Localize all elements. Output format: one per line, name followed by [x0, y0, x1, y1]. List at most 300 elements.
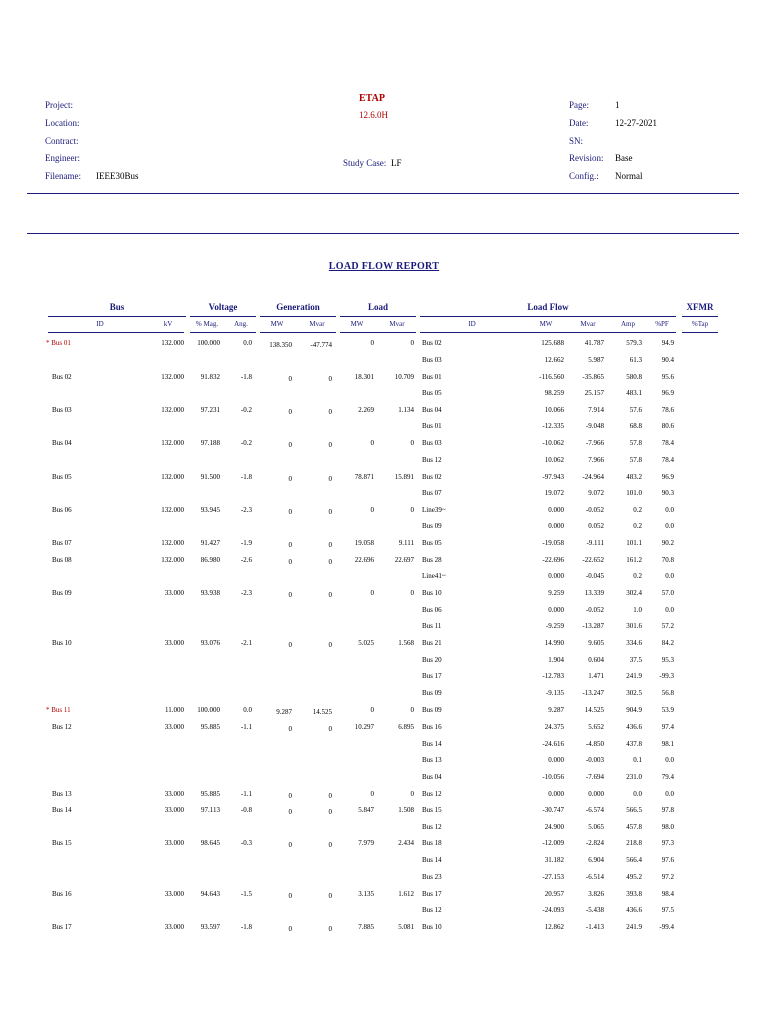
- flow-mvar-cell: -24.964: [582, 473, 604, 481]
- load-mw-cell: 7.979: [358, 839, 374, 847]
- ang-cell: -1.1: [240, 790, 252, 798]
- flow-mvar-cell: 9.072: [588, 489, 604, 497]
- load-mvar-cell: 1.508: [398, 806, 414, 814]
- amp-cell: 1.0: [633, 606, 642, 614]
- kv-cell: 132.000: [161, 439, 184, 447]
- load-mw-cell: 7.885: [358, 923, 374, 931]
- col-mag: % Mag.: [195, 320, 219, 328]
- gen-mvar-cell: 0: [328, 925, 332, 933]
- swing-bus-marker-icon: *: [46, 706, 52, 714]
- load-mvar-cell: 1.612: [398, 890, 414, 898]
- bus-id-cell: Bus 05: [52, 473, 72, 481]
- flow-mvar-cell: -0.052: [585, 606, 604, 614]
- ang-cell: 0.0: [243, 706, 252, 714]
- to-bus-cell: Bus 06: [422, 606, 442, 614]
- study-case-label: Study Case:: [343, 158, 387, 168]
- pf-cell: 96.9: [661, 473, 674, 481]
- to-bus-cell: Bus 04: [422, 773, 442, 781]
- pf-cell: 95.6: [661, 373, 674, 381]
- pf-cell: 97.4: [661, 723, 674, 731]
- table-row: [0, 788, 768, 800]
- contract-label: Contract:: [45, 136, 79, 146]
- to-bus-cell: Bus 09: [422, 522, 442, 530]
- amp-cell: 0.2: [633, 572, 642, 580]
- to-bus-cell: Bus 02: [422, 339, 442, 347]
- flow-mw-cell: -97.943: [542, 473, 564, 481]
- load-mvar-cell: 15.891: [394, 473, 414, 481]
- table-row: [0, 420, 768, 432]
- gen-mvar-cell: 0: [328, 641, 332, 649]
- mag-cell: 95.885: [200, 723, 220, 731]
- load-mw-cell: 0: [370, 706, 374, 714]
- study-case-value: LF: [391, 158, 402, 168]
- mag-cell: 91.427: [200, 539, 220, 547]
- load-mvar-cell: 0: [410, 589, 414, 597]
- group-voltage-header: Voltage: [208, 302, 238, 312]
- pf-cell: 96.9: [661, 389, 674, 397]
- to-bus-cell: Bus 05: [422, 539, 442, 547]
- kv-cell: 33.000: [164, 639, 184, 647]
- gen-mw-cell: 0: [288, 725, 292, 733]
- to-bus-cell: Bus 10: [422, 589, 442, 597]
- load-mw-cell: 3.135: [358, 890, 374, 898]
- mag-cell: 93.938: [200, 589, 220, 597]
- mag-cell: 94.643: [200, 890, 220, 898]
- mag-cell: 98.645: [200, 839, 220, 847]
- gen-mw-cell: 0: [288, 375, 292, 383]
- table-row: [0, 637, 768, 649]
- amp-cell: 218.8: [626, 839, 642, 847]
- mag-cell: 95.885: [200, 790, 220, 798]
- pf-cell: 0.0: [665, 756, 674, 764]
- gen-mvar-cell: 0: [328, 725, 332, 733]
- ang-cell: -1.5: [240, 890, 252, 898]
- pf-cell: 80.6: [661, 422, 674, 430]
- to-bus-cell: Bus 17: [422, 672, 442, 680]
- flow-mw-cell: -10.062: [542, 439, 564, 447]
- flow-mw-cell: -9.259: [545, 622, 564, 630]
- flow-mvar-cell: 5.987: [588, 356, 604, 364]
- flow-mw-cell: -22.696: [542, 556, 564, 564]
- gen-mvar-cell: 0: [328, 892, 332, 900]
- amp-cell: 495.2: [626, 873, 642, 881]
- table-row: [0, 520, 768, 532]
- to-bus-cell: Bus 12: [422, 790, 442, 798]
- flow-mvar-cell: -4.850: [585, 740, 604, 748]
- mag-cell: 97.188: [200, 439, 220, 447]
- pf-cell: 97.5: [661, 906, 674, 914]
- flow-mw-cell: -116.560: [539, 373, 564, 381]
- kv-cell: 33.000: [164, 890, 184, 898]
- swing-bus-id: Bus 11: [51, 706, 71, 714]
- mag-cell: 91.500: [200, 473, 220, 481]
- gen-mw-cell: 0: [288, 475, 292, 483]
- gen-mw-cell: 0: [288, 892, 292, 900]
- flow-mvar-cell: -9.111: [586, 539, 604, 547]
- flow-mvar-cell: 41.787: [584, 339, 604, 347]
- bus-id-cell: Bus 14: [52, 806, 72, 814]
- to-bus-cell: Bus 09: [422, 706, 442, 714]
- table-row: [0, 337, 768, 349]
- flow-mvar-cell: -6.514: [585, 873, 604, 881]
- gen-mvar-cell: 0: [328, 408, 332, 416]
- to-bus-cell: Bus 02: [422, 473, 442, 481]
- to-bus-cell: Bus 18: [422, 839, 442, 847]
- config-label: Config.:: [569, 171, 599, 181]
- flow-mw-cell: -12.335: [542, 422, 564, 430]
- gen-mvar-cell: 0: [328, 541, 332, 549]
- flow-mw-cell: 0.000: [548, 506, 564, 514]
- table-row: [0, 837, 768, 849]
- amp-cell: 580.8: [626, 373, 642, 381]
- amp-cell: 231.0: [626, 773, 642, 781]
- amp-cell: 334.6: [626, 639, 642, 647]
- pf-cell: 98.4: [661, 890, 674, 898]
- amp-cell: 579.3: [626, 339, 642, 347]
- kv-cell: 132.000: [161, 473, 184, 481]
- pf-cell: 90.3: [661, 489, 674, 497]
- kv-cell: 132.000: [161, 406, 184, 414]
- flow-mvar-cell: 25.157: [584, 389, 604, 397]
- pf-cell: 0.0: [665, 790, 674, 798]
- group-generation-header: Generation: [276, 302, 320, 312]
- bus-id-cell: [46, 337, 136, 349]
- table-row: [0, 654, 768, 666]
- flow-mvar-cell: -22.652: [582, 556, 604, 564]
- table-row: [0, 670, 768, 682]
- bus-id-cell: Bus 15: [52, 839, 72, 847]
- flow-mvar-cell: -0.045: [585, 572, 604, 580]
- amp-cell: 68.8: [629, 422, 642, 430]
- load-mw-cell: 0: [370, 790, 374, 798]
- amp-cell: 437.8: [626, 740, 642, 748]
- amp-cell: 457.8: [626, 823, 642, 831]
- ang-cell: -0.2: [240, 439, 252, 447]
- amp-cell: 101.0: [626, 489, 642, 497]
- pf-cell: 57.0: [661, 589, 674, 597]
- mag-cell: 93.076: [200, 639, 220, 647]
- flow-mvar-cell: 0.000: [588, 790, 604, 798]
- table-row: [0, 371, 768, 383]
- table-row: [0, 387, 768, 399]
- flow-mw-cell: 10.066: [544, 406, 564, 414]
- gen-mw-cell: 138.350: [269, 341, 292, 349]
- gen-mvar-cell: 0: [328, 558, 332, 566]
- bus-id-cell: Bus 10: [52, 639, 72, 647]
- gen-mw-cell: 0: [288, 841, 292, 849]
- load-mvar-cell: 0: [410, 506, 414, 514]
- load-mw-cell: 5.847: [358, 806, 374, 814]
- flow-mw-cell: -30.747: [542, 806, 564, 814]
- mag-cell: 97.113: [201, 806, 220, 814]
- ang-cell: -1.9: [240, 539, 252, 547]
- amp-cell: 57.8: [629, 439, 642, 447]
- ang-cell: -2.3: [240, 506, 252, 514]
- bus-id-cell: Bus 02: [52, 373, 72, 381]
- load-mvar-cell: 0: [410, 706, 414, 714]
- table-row: [0, 904, 768, 916]
- to-bus-cell: Line41~: [422, 572, 446, 580]
- table-row: [0, 554, 768, 566]
- amp-cell: 57.8: [629, 456, 642, 464]
- flow-mw-cell: -24.616: [542, 740, 564, 748]
- amp-cell: 566.4: [626, 856, 642, 864]
- load-mw-cell: 0: [370, 506, 374, 514]
- kv-cell: 33.000: [164, 790, 184, 798]
- pf-cell: 78.4: [661, 456, 674, 464]
- load-mvar-cell: 1.568: [398, 639, 414, 647]
- kv-cell: 33.000: [164, 806, 184, 814]
- ang-cell: -2.1: [240, 639, 252, 647]
- col-kv: kV: [163, 320, 173, 328]
- gen-mw-cell: 0: [288, 558, 292, 566]
- table-row: [0, 921, 768, 933]
- table-row: [0, 871, 768, 883]
- to-bus-cell: Bus 17: [422, 890, 442, 898]
- flow-mw-cell: 12.862: [544, 923, 564, 931]
- col-load-mw: MW: [350, 320, 364, 328]
- table-row: [0, 537, 768, 549]
- load-mvar-cell: 22.697: [394, 556, 414, 564]
- date-value: 12-27-2021: [615, 118, 657, 128]
- load-mvar-cell: 2.434: [398, 839, 414, 847]
- gen-mvar-cell: 0: [328, 375, 332, 383]
- group-bus-header: Bus: [109, 302, 125, 312]
- flow-mvar-cell: 6.904: [588, 856, 604, 864]
- group-xfmr-header: XFMR: [686, 302, 714, 312]
- to-bus-cell: Bus 10: [422, 923, 442, 931]
- pf-cell: 78.4: [661, 439, 674, 447]
- bus-id-cell: Bus 13: [52, 790, 72, 798]
- pf-cell: 95.3: [661, 656, 674, 664]
- bus-id-cell: Bus 09: [52, 589, 72, 597]
- bus-id-cell: Bus 08: [52, 556, 72, 564]
- flow-mvar-cell: 14.525: [584, 706, 604, 714]
- table-row: [0, 721, 768, 733]
- kv-cell: 33.000: [164, 839, 184, 847]
- amp-cell: 0.0: [633, 790, 642, 798]
- pf-cell: 0.0: [665, 522, 674, 530]
- flow-mw-cell: 24.375: [544, 723, 564, 731]
- to-bus-cell: Line39~: [422, 506, 446, 514]
- pf-cell: 57.2: [661, 622, 674, 630]
- pf-cell: 90.2: [661, 539, 674, 547]
- app-name: ETAP: [359, 93, 385, 104]
- project-label: Project:: [45, 100, 73, 110]
- flow-mw-cell: -12.783: [542, 672, 564, 680]
- sn-label: SN:: [569, 136, 584, 146]
- gen-mw-cell: 0: [288, 641, 292, 649]
- load-mw-cell: 78.871: [354, 473, 374, 481]
- table-row: [0, 604, 768, 616]
- load-mw-cell: 2.269: [358, 406, 374, 414]
- amp-cell: 161.2: [626, 556, 642, 564]
- gen-mvar-cell: 0: [328, 792, 332, 800]
- to-bus-cell: Bus 28: [422, 556, 442, 564]
- table-row: [0, 570, 768, 582]
- bus-id-cell: Bus 16: [52, 890, 72, 898]
- kv-cell: 11.000: [165, 706, 184, 714]
- gen-mw-cell: 0: [288, 508, 292, 516]
- pf-cell: 79.4: [661, 773, 674, 781]
- gen-mvar-cell: 0: [328, 808, 332, 816]
- mag-cell: 93.597: [200, 923, 220, 931]
- pf-cell: 53.9: [661, 706, 674, 714]
- ang-cell: -2.6: [240, 556, 252, 564]
- table-row: [0, 704, 768, 716]
- pf-cell: 0.0: [665, 572, 674, 580]
- gen-mvar-cell: 0: [328, 441, 332, 449]
- load-mvar-cell: 0: [410, 790, 414, 798]
- to-bus-cell: Bus 04: [422, 406, 442, 414]
- col-gen-mvar: Mvar: [309, 320, 325, 328]
- kv-cell: 33.000: [164, 723, 184, 731]
- flow-mvar-cell: 5.065: [588, 823, 604, 831]
- amp-cell: 904.9: [626, 706, 642, 714]
- gen-mw-cell: 9.287: [276, 708, 292, 716]
- ang-cell: -0.8: [240, 806, 252, 814]
- ang-cell: -0.3: [240, 839, 252, 847]
- table-row: [0, 821, 768, 833]
- flow-mvar-cell: 0.604: [588, 656, 604, 664]
- table-row: [0, 437, 768, 449]
- pf-cell: 56.8: [661, 689, 674, 697]
- load-mvar-cell: 0: [410, 439, 414, 447]
- table-row: [0, 854, 768, 866]
- table-row: [0, 888, 768, 900]
- to-bus-cell: Bus 12: [422, 823, 442, 831]
- load-mw-cell: 22.696: [354, 556, 374, 564]
- table-row: [0, 487, 768, 499]
- bus-id-cell: Bus 12: [52, 723, 72, 731]
- revision-value: Base: [615, 153, 633, 163]
- amp-cell: 301.6: [626, 622, 642, 630]
- pf-cell: 90.4: [661, 356, 674, 364]
- kv-cell: 132.000: [161, 556, 184, 564]
- flow-mw-cell: 12.662: [544, 356, 564, 364]
- amp-cell: 302.4: [626, 589, 642, 597]
- bus-id-cell: [46, 704, 136, 716]
- mag-cell: 86.980: [200, 556, 220, 564]
- flow-mw-cell: -9.135: [545, 689, 564, 697]
- col-gen-mw: MW: [270, 320, 284, 328]
- group-loadflow-header: Load Flow: [527, 302, 569, 312]
- amp-cell: 436.6: [626, 723, 642, 731]
- flow-mvar-cell: -13.247: [582, 689, 604, 697]
- pf-cell: 0.0: [665, 506, 674, 514]
- filename-label: Filename:: [45, 171, 81, 181]
- flow-mw-cell: -12.009: [542, 839, 564, 847]
- app-version: 12.6.0H: [359, 110, 388, 120]
- pf-cell: 97.8: [661, 806, 674, 814]
- table-row: [0, 687, 768, 699]
- to-bus-cell: Bus 20: [422, 656, 442, 664]
- amp-cell: 566.5: [626, 806, 642, 814]
- pf-cell: 97.6: [661, 856, 674, 864]
- load-mw-cell: 0: [370, 339, 374, 347]
- load-mw-cell: 5.025: [358, 639, 374, 647]
- table-row: [0, 454, 768, 466]
- flow-mw-cell: 10.062: [544, 456, 564, 464]
- gen-mvar-cell: 0: [328, 475, 332, 483]
- flow-mvar-cell: 13.339: [584, 589, 604, 597]
- load-mw-cell: 19.058: [354, 539, 374, 547]
- col-pf: %PF: [655, 320, 669, 328]
- amp-cell: 61.3: [629, 356, 642, 364]
- flow-mw-cell: 0.000: [548, 790, 564, 798]
- table-row: [0, 404, 768, 416]
- to-bus-cell: Bus 13: [422, 756, 442, 764]
- gen-mw-cell: 0: [288, 808, 292, 816]
- pf-cell: 97.3: [661, 839, 674, 847]
- kv-cell: 132.000: [161, 339, 184, 347]
- amp-cell: 483.2: [626, 473, 642, 481]
- table-row: [0, 804, 768, 816]
- filename-value: IEEE30Bus: [96, 171, 139, 181]
- flow-mvar-cell: -13.287: [582, 622, 604, 630]
- to-bus-cell: Bus 21: [422, 639, 442, 647]
- table-row: [0, 754, 768, 766]
- to-bus-cell: Bus 16: [422, 723, 442, 731]
- ang-cell: -1.8: [240, 373, 252, 381]
- ang-cell: -1.8: [240, 473, 252, 481]
- bus-id-cell: Bus 03: [52, 406, 72, 414]
- pf-cell: -99.3: [659, 672, 674, 680]
- flow-mvar-cell: 7.966: [588, 456, 604, 464]
- mag-cell: 100.000: [197, 339, 220, 347]
- flow-mvar-cell: -5.438: [585, 906, 604, 914]
- to-bus-cell: Bus 07: [422, 489, 442, 497]
- flow-mw-cell: 1.904: [548, 656, 564, 664]
- load-mvar-cell: 0: [410, 339, 414, 347]
- flow-mvar-cell: -0.003: [585, 756, 604, 764]
- flow-mw-cell: -27.153: [542, 873, 564, 881]
- ang-cell: -2.3: [240, 589, 252, 597]
- flow-mvar-cell: 3.826: [588, 890, 604, 898]
- gen-mvar-cell: 14.525: [312, 708, 332, 716]
- load-mvar-cell: 1.134: [398, 406, 414, 414]
- to-bus-cell: Bus 12: [422, 456, 442, 464]
- to-bus-cell: Bus 01: [422, 373, 442, 381]
- mag-cell: 93.945: [200, 506, 220, 514]
- group-load-header: Load: [367, 302, 388, 312]
- flow-mw-cell: 9.287: [548, 706, 564, 714]
- load-mvar-cell: 5.081: [398, 923, 414, 931]
- flow-mw-cell: 0.000: [548, 572, 564, 580]
- to-bus-cell: Bus 03: [422, 439, 442, 447]
- swing-bus-id: Bus 01: [51, 339, 71, 347]
- gen-mw-cell: 0: [288, 408, 292, 416]
- pf-cell: 70.8: [661, 556, 674, 564]
- flow-mvar-cell: -9.048: [585, 422, 604, 430]
- flow-mw-cell: 98.259: [544, 389, 564, 397]
- pf-cell: 0.0: [665, 606, 674, 614]
- ang-cell: -0.2: [240, 406, 252, 414]
- col-lf-mvar: Mvar: [580, 320, 596, 328]
- table-row: [0, 354, 768, 366]
- mag-cell: 100.000: [197, 706, 220, 714]
- to-bus-cell: Bus 05: [422, 389, 442, 397]
- flow-mvar-cell: 1.471: [588, 672, 604, 680]
- bus-id-cell: Bus 06: [52, 506, 72, 514]
- flow-mvar-cell: -6.574: [585, 806, 604, 814]
- flow-mvar-cell: 0.052: [588, 522, 604, 530]
- col-lf-mw: MW: [539, 320, 553, 328]
- gen-mw-cell: 0: [288, 792, 292, 800]
- amp-cell: 436.6: [626, 906, 642, 914]
- page-label: Page:: [569, 100, 589, 110]
- flow-mw-cell: -24.093: [542, 906, 564, 914]
